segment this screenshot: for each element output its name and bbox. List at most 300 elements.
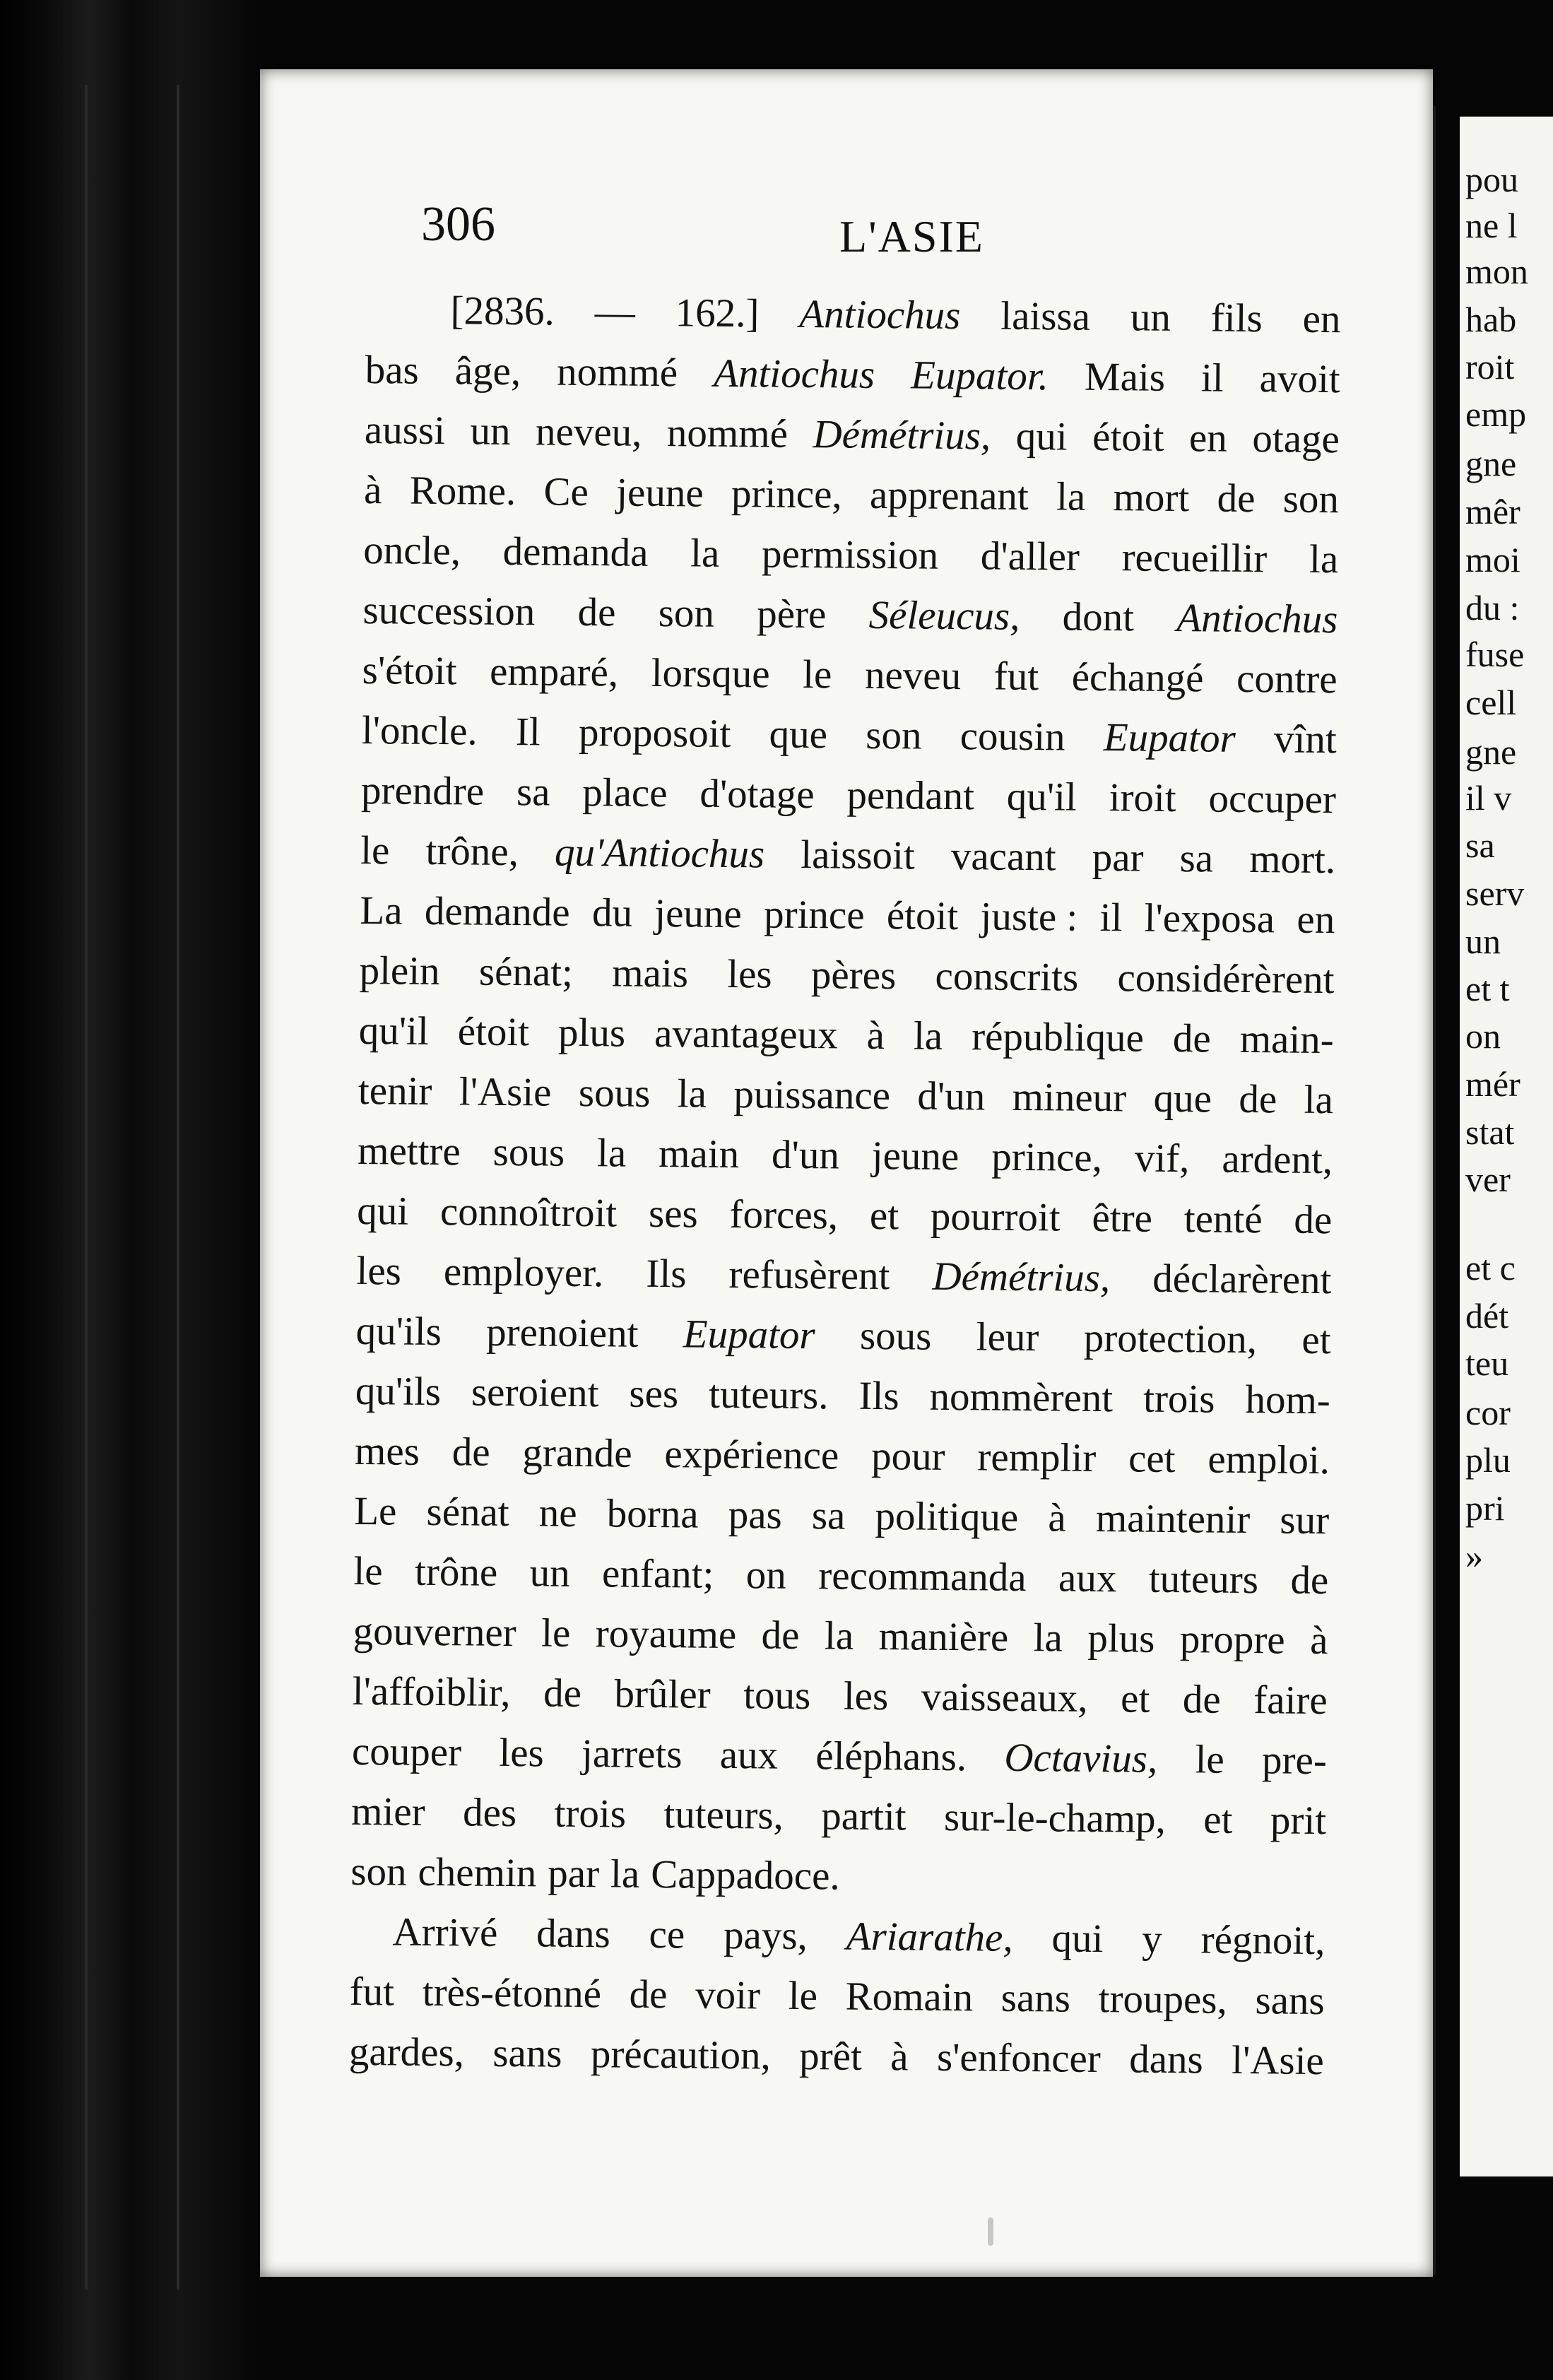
word: étoit — [457, 1009, 530, 1055]
word: oncle, — [363, 527, 461, 574]
word: de — [1182, 1677, 1222, 1722]
word: étoit — [1092, 414, 1164, 460]
word: Ils — [646, 1251, 687, 1297]
text-line — [361, 760, 1337, 830]
text-line — [352, 1661, 1328, 1731]
word: 162.] — [675, 290, 760, 336]
word: grande — [522, 1430, 632, 1476]
word: puissance — [733, 1072, 891, 1119]
word: la — [690, 531, 720, 576]
word: dans — [536, 1911, 611, 1957]
word: le — [541, 1610, 571, 1656]
word: juste : — [980, 894, 1078, 940]
word: déclarèrent — [1152, 1256, 1332, 1303]
word: pre- — [1261, 1738, 1328, 1784]
word: emploi. — [1207, 1437, 1330, 1483]
word: des — [462, 1790, 517, 1836]
word: iroit — [1109, 775, 1176, 821]
text-line — [351, 1781, 1327, 1851]
facing-page-fragment: ver — [1465, 1160, 1511, 1199]
word: il — [1099, 895, 1123, 941]
word: d'aller — [980, 534, 1080, 579]
word: qu'ils — [355, 1308, 442, 1355]
word: de — [761, 1613, 800, 1658]
word: très-étonné — [422, 1969, 602, 2017]
word: Mais — [1084, 354, 1166, 400]
facing-page-fragment: ne l — [1465, 206, 1518, 245]
facing-page-fragment: moi — [1465, 540, 1520, 579]
word: à — [890, 2034, 909, 2080]
word: Eupator — [683, 1312, 815, 1358]
text-line — [349, 1962, 1325, 2031]
word: s'étoit — [362, 647, 457, 694]
word: Arrivé — [392, 1909, 498, 1955]
word: vif, — [1134, 1136, 1190, 1182]
word: la — [824, 1613, 854, 1659]
word: prince, — [731, 471, 843, 517]
word: et — [1301, 1317, 1331, 1363]
running-head: L'ASIE — [839, 211, 984, 261]
word: qui — [1051, 1916, 1104, 1962]
word: enfant; — [601, 1551, 714, 1597]
word: à — [363, 467, 382, 513]
word: fils — [1210, 295, 1263, 341]
facing-page-fragment: et t — [1465, 969, 1510, 1008]
word: manière — [878, 1614, 1009, 1660]
word: il — [1200, 355, 1224, 401]
word: ardent, — [1222, 1136, 1333, 1183]
word: à — [1309, 1618, 1328, 1663]
word: par — [1092, 835, 1144, 880]
word: Séleucus, — [868, 592, 1020, 639]
text-line — [363, 520, 1339, 589]
word: employer. — [443, 1249, 604, 1296]
word: apprenant — [869, 472, 1029, 519]
text-line — [353, 1601, 1328, 1671]
word: pourroit — [930, 1194, 1061, 1240]
facing-page-fragment: et c — [1465, 1248, 1516, 1288]
facing-page-fragment: du : — [1465, 588, 1520, 628]
text-line — [352, 1721, 1328, 1791]
text-line — [358, 1121, 1333, 1190]
word: borna — [606, 1491, 699, 1537]
word: place — [582, 770, 668, 816]
word: politique — [875, 1493, 1019, 1540]
word: l'exposa — [1144, 895, 1275, 942]
text-line — [350, 1902, 1325, 1971]
word: sa — [811, 1493, 846, 1538]
text-line — [350, 1842, 1326, 1911]
word: y — [1141, 1916, 1163, 1962]
word: les — [356, 1248, 402, 1294]
text-line — [357, 1181, 1333, 1250]
word: on — [745, 1553, 787, 1598]
text-line — [353, 1541, 1329, 1610]
word: proposoit — [578, 709, 731, 756]
word: gouverner — [353, 1608, 516, 1656]
facing-page-fragment: sa — [1465, 825, 1495, 865]
word: aux — [719, 1732, 779, 1778]
word: en — [1188, 416, 1228, 461]
word: pendant — [846, 772, 975, 819]
facing-page-fragment: emp — [1465, 394, 1527, 434]
word: le — [353, 1548, 383, 1594]
text-line — [362, 640, 1338, 709]
body-text — [349, 280, 1341, 2091]
word: pays, — [723, 1912, 808, 1959]
facing-page-fragment: stat — [1465, 1112, 1515, 1152]
text-line — [355, 1361, 1330, 1430]
word: prendre — [360, 767, 485, 814]
word: connoîtroit — [439, 1189, 618, 1236]
text-line — [354, 1481, 1330, 1550]
facing-page-fragment: pri — [1465, 1488, 1505, 1528]
word: recommanda — [817, 1553, 1027, 1601]
word: jeune — [654, 890, 743, 937]
word: Antiochus — [713, 350, 875, 397]
word: aux — [1058, 1555, 1117, 1601]
word: étoit — [886, 893, 959, 939]
word: forces, — [729, 1192, 839, 1238]
text-line — [356, 1241, 1332, 1310]
word: son — [350, 1849, 407, 1895]
word: un — [1130, 295, 1171, 340]
word: jeune — [871, 1133, 959, 1179]
word: en — [1302, 296, 1341, 342]
facing-page-fragment: un — [1465, 921, 1501, 961]
word: sénat — [426, 1489, 509, 1536]
word: d'un — [771, 1132, 840, 1178]
facing-page-fragment: » — [1465, 1536, 1483, 1576]
word: neveu — [864, 652, 962, 699]
facing-page-fragment: hab — [1465, 300, 1517, 339]
word: le — [802, 652, 832, 697]
word: protection, — [1083, 1315, 1258, 1362]
word: avantageux — [654, 1011, 838, 1058]
text-line — [362, 580, 1338, 649]
word: Octavius, — [1004, 1735, 1158, 1781]
word: la — [913, 1013, 943, 1059]
word: faire — [1253, 1678, 1328, 1724]
word: Antiochus — [1176, 596, 1338, 642]
facing-page-fragment: mér — [1465, 1064, 1520, 1104]
word: de — [1217, 476, 1256, 522]
word: propre — [1179, 1617, 1285, 1663]
word: Démétrius, — [932, 1254, 1111, 1301]
word: mes — [354, 1428, 420, 1474]
page-number: 306 — [421, 197, 495, 252]
word: — — [594, 290, 636, 335]
word: et — [1120, 1676, 1150, 1721]
word: mettre — [357, 1128, 461, 1174]
word: refusèrent — [728, 1251, 890, 1299]
word: sur — [1280, 1497, 1330, 1543]
word: ne — [538, 1490, 577, 1536]
text-line — [358, 1001, 1334, 1070]
word: la — [610, 1851, 640, 1897]
facing-page-fragment: pou — [1465, 160, 1518, 199]
word: de — [629, 1972, 668, 2017]
word: prêt — [798, 2034, 863, 2079]
word: conscrits — [935, 953, 1079, 1000]
word: emparé, — [489, 649, 619, 695]
word: âge, — [454, 348, 521, 394]
word: ce — [649, 1911, 685, 1957]
text-line — [365, 400, 1340, 469]
word: laissa — [1000, 293, 1091, 339]
word: contre — [1236, 656, 1338, 702]
word: sans — [1255, 1978, 1325, 2024]
word: trois — [1142, 1376, 1215, 1422]
word: sa — [516, 770, 550, 815]
word: tenté — [1183, 1196, 1263, 1242]
word: Le — [353, 1488, 397, 1534]
word: tous — [743, 1673, 811, 1719]
word: Antiochus — [799, 291, 961, 338]
text-line — [365, 340, 1340, 409]
word: régnoit, — [1200, 1917, 1325, 1964]
word: maintenir — [1095, 1495, 1251, 1543]
facing-page — [1460, 117, 1553, 2176]
word: que — [1153, 1076, 1212, 1121]
word: un — [529, 1550, 570, 1596]
text-line — [358, 1061, 1334, 1130]
word: d'un — [917, 1073, 986, 1119]
word: de — [1239, 1076, 1277, 1122]
word: considérèrent — [1117, 955, 1335, 1003]
word: la — [1056, 474, 1086, 519]
word: vacant — [950, 833, 1056, 880]
word: Romain — [845, 1974, 974, 2020]
word: pour — [870, 1433, 945, 1479]
word: nommé — [556, 349, 678, 396]
word: qu'il — [358, 1008, 430, 1054]
word: de — [577, 589, 616, 635]
word: l'Asie — [1231, 2037, 1325, 2084]
word: vînt — [1273, 717, 1338, 762]
word: couper — [351, 1728, 462, 1775]
word: la — [1033, 1615, 1063, 1661]
word: et — [1203, 1797, 1233, 1842]
word: Cappadoce. — [650, 1851, 841, 1899]
word: Ce — [543, 469, 589, 515]
word: leur — [976, 1314, 1039, 1360]
word: les — [499, 1730, 545, 1776]
facing-page-fragment: cor — [1465, 1393, 1511, 1432]
word: avoit — [1259, 356, 1340, 402]
word: pas — [728, 1492, 783, 1538]
word: vaisseaux, — [921, 1674, 1088, 1721]
book-page — [260, 69, 1433, 2277]
facing-page-fragment: teu — [1465, 1343, 1509, 1383]
word: main — [658, 1131, 740, 1177]
word: fut — [993, 654, 1039, 700]
word: troupes, — [1098, 1977, 1228, 2022]
text-line — [365, 280, 1341, 349]
word: à — [1048, 1495, 1067, 1540]
text-line — [364, 460, 1340, 529]
word: remplir — [977, 1435, 1097, 1480]
word: dont — [1062, 594, 1135, 640]
word: nommèrent — [929, 1374, 1114, 1421]
word: les — [726, 951, 772, 997]
word: jeune — [615, 470, 704, 516]
word: père — [756, 591, 827, 637]
facing-page-fragment: plu — [1465, 1440, 1511, 1480]
word: brûler — [614, 1671, 711, 1717]
word: le — [1195, 1737, 1225, 1782]
word: en — [1297, 897, 1335, 943]
word: succession — [362, 587, 536, 635]
word: et — [869, 1193, 899, 1239]
facing-page-fragment: mêr — [1465, 492, 1520, 531]
word: l'oncle. — [361, 707, 478, 754]
word: l'affoiblir, — [352, 1668, 511, 1716]
word: du — [591, 890, 633, 936]
facing-page-fragment: gne — [1465, 732, 1517, 772]
word: plus — [557, 1010, 626, 1056]
word: mineur — [1012, 1074, 1127, 1121]
word: trois — [554, 1791, 627, 1837]
word: Ils — [858, 1373, 899, 1419]
word: trône — [414, 1549, 498, 1595]
word: de — [1294, 1197, 1333, 1243]
word: qui — [357, 1188, 409, 1234]
word: qu'il — [1006, 774, 1077, 820]
word: la — [1304, 1077, 1334, 1123]
word: La — [360, 888, 403, 933]
word: recueillir — [1121, 535, 1268, 582]
paper-mark — [988, 2217, 993, 2246]
word: s'enfoncer — [936, 2034, 1102, 2082]
word: tuteurs, — [663, 1792, 784, 1838]
word: lorsque — [651, 650, 770, 697]
word: mort — [1113, 475, 1190, 521]
word: Il — [515, 709, 541, 755]
word: laissoit — [800, 832, 916, 878]
word: tuteurs — [1148, 1556, 1259, 1603]
text-line — [355, 1421, 1330, 1490]
word: plein — [359, 948, 440, 994]
binding-edge-line — [177, 85, 179, 2290]
word: par — [548, 1851, 600, 1897]
word: mais — [611, 950, 689, 996]
facing-page-fragment: il v — [1465, 778, 1512, 818]
word: d'otage — [699, 771, 815, 818]
word: qu'Antiochus — [554, 830, 765, 877]
word: ses — [648, 1191, 699, 1237]
word: [2836. — [450, 288, 555, 334]
word: prince, — [991, 1134, 1103, 1181]
word: son — [866, 712, 922, 758]
word: sans — [492, 2030, 562, 2076]
word: échangé — [1071, 654, 1204, 701]
word: jarrets — [581, 1731, 683, 1777]
word: éléphans. — [815, 1733, 967, 1780]
word: voir — [695, 1972, 761, 2018]
word: précaution, — [590, 2032, 772, 2078]
word: sur-le-champ, — [943, 1794, 1167, 1842]
word: expérience — [664, 1432, 839, 1478]
word: de — [1290, 1557, 1329, 1603]
facing-page-fragment: cell — [1465, 683, 1517, 722]
word: de — [543, 1671, 582, 1716]
binding-edge-line — [85, 85, 88, 2290]
word: un — [470, 408, 511, 454]
facing-page-fragment: dét — [1465, 1296, 1509, 1336]
word: sous — [859, 1313, 932, 1359]
facing-page-fragment: gne — [1465, 444, 1517, 483]
word: seroient — [471, 1369, 599, 1416]
word: que — [769, 712, 828, 758]
word: bas — [365, 347, 420, 393]
word: son — [658, 590, 715, 636]
facing-page-fragment: serv — [1465, 873, 1525, 913]
word: de — [1172, 1016, 1212, 1061]
word: hom- — [1245, 1377, 1331, 1423]
word: la — [1309, 536, 1339, 582]
word: Rome. — [409, 468, 516, 514]
text-line — [361, 700, 1337, 770]
text-line — [359, 941, 1335, 1010]
word: Eupator. — [910, 353, 1049, 399]
word: le — [788, 1973, 818, 2019]
word: plus — [1087, 1615, 1155, 1661]
word: son — [1282, 476, 1340, 522]
word: qu'ils — [355, 1368, 442, 1415]
word: Eupator — [1103, 715, 1236, 761]
word: royaume — [595, 1611, 737, 1658]
word: Démétrius, — [813, 412, 991, 459]
word: tenir — [358, 1068, 432, 1114]
text-line — [349, 2022, 1325, 2091]
word: qui — [1015, 413, 1068, 459]
word: le — [360, 827, 390, 873]
text-line — [360, 880, 1335, 950]
word: la — [596, 1131, 627, 1176]
word: otage — [1252, 416, 1340, 462]
word: tuteurs. — [708, 1372, 829, 1418]
word: occuper — [1208, 776, 1337, 823]
word: prit — [1270, 1798, 1327, 1844]
word: demande — [424, 888, 570, 935]
word: aussi — [364, 407, 446, 454]
word: neveu, — [535, 409, 642, 455]
word: mort. — [1248, 837, 1336, 883]
word: trône, — [425, 828, 519, 875]
word: nommé — [666, 411, 789, 456]
word: prince — [763, 892, 865, 938]
facing-page-fragment: on — [1465, 1016, 1501, 1056]
facing-page-fragment: mon — [1465, 252, 1528, 291]
word: les — [843, 1673, 889, 1719]
word: être — [1092, 1195, 1153, 1241]
word: république — [971, 1014, 1145, 1061]
word: de — [451, 1430, 490, 1475]
word: sénat; — [478, 949, 574, 995]
word: la — [677, 1071, 707, 1117]
word: ses — [629, 1371, 679, 1417]
word: à — [866, 1013, 885, 1059]
word: sa — [1179, 836, 1214, 881]
word: sous — [492, 1129, 565, 1175]
word: cousin — [959, 714, 1065, 760]
facing-page-fragment: fuse — [1465, 635, 1525, 674]
facing-page-fragment: roit — [1465, 347, 1515, 387]
word: dans — [1128, 2037, 1204, 2082]
word: l'Asie — [459, 1069, 552, 1115]
word: chemin — [418, 1849, 537, 1896]
